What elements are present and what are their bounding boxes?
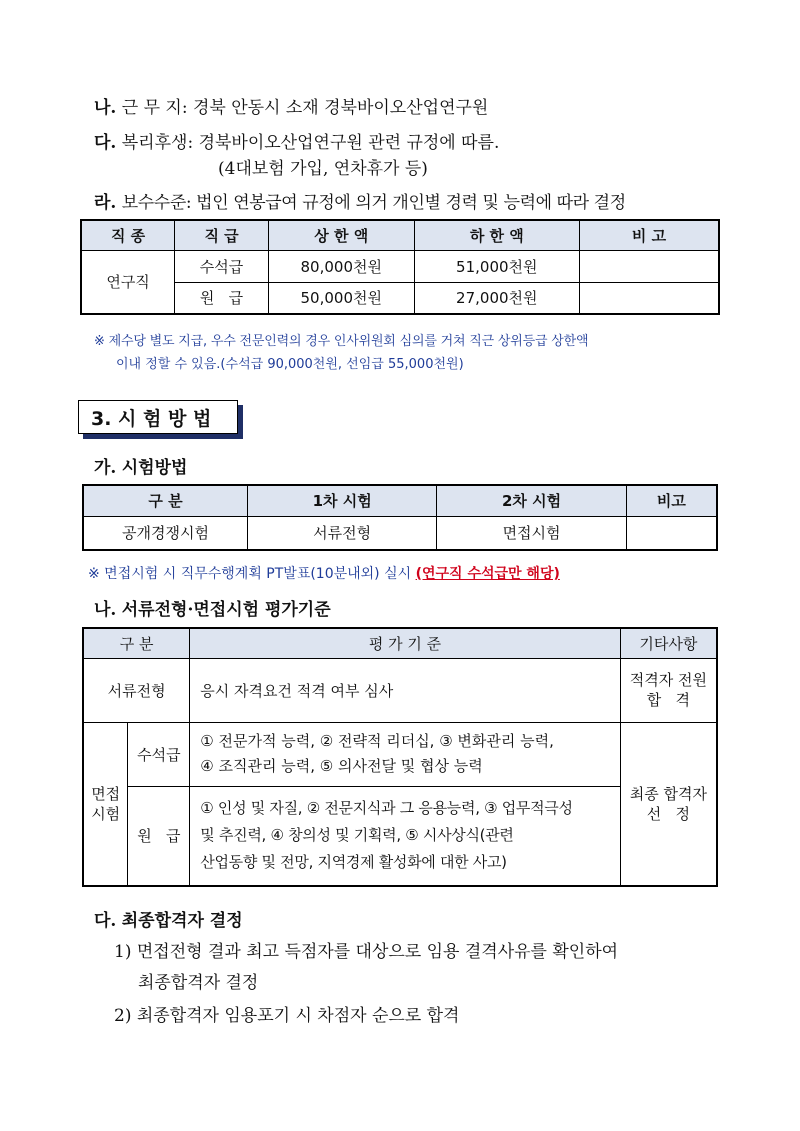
item-label-ga: 가.	[94, 458, 117, 478]
eval-regular-line1: ① 인성 및 자질, ② 전문지식과 그 응용능력, ③ 업무적극성	[200, 799, 573, 818]
table-row	[81, 282, 719, 314]
salary-note-1: ※ 제수당 별도 지급, 우수 전문인력의 경우 인사위원회 심의를 거쳐 직근 상위등급 상한액	[94, 334, 589, 349]
salary-grade-cell: 원 급	[175, 282, 269, 314]
eval-final-note-line1: 최종 합격자	[629, 784, 707, 803]
eval-interview-line2: 시험	[91, 804, 121, 823]
eval-final-note	[620, 722, 717, 886]
exam-second-cell: 면접시험	[437, 516, 626, 550]
table-row	[83, 658, 717, 722]
salary-header-lower: 하 한 액	[414, 220, 580, 250]
evaluation-heading	[94, 595, 331, 620]
welfare-line	[94, 128, 499, 153]
final-item-1b: 최종합격자 결정	[138, 973, 259, 993]
salary-note-2: 이내 정할 수 있음.(수석급 90,000천원, 선임급 55,000천원)	[116, 357, 464, 372]
exam-category-cell: 공개경쟁시험	[83, 516, 247, 550]
exam-header-second: 2차 시험	[437, 485, 626, 516]
evaluation-table	[82, 627, 718, 887]
table-row	[83, 722, 717, 786]
exam-table	[82, 484, 718, 551]
eval-doc-note	[620, 658, 717, 722]
item-label-da: 다.	[94, 133, 117, 153]
salary-upper-cell: 50,000천원	[268, 282, 414, 314]
eval-regular-line2: 및 추진력, ④ 창의성 및 기획력, ⑤ 시사상식(관련	[200, 826, 514, 845]
exam-note-cell	[626, 516, 717, 550]
eval-interview-line1: 면접	[91, 784, 121, 803]
eval-senior-label: 수석급	[128, 722, 190, 786]
final-item-1a: 1) 면접전형 결과 최고 득점자를 대상으로 임용 결격사유를 확인하여	[114, 942, 619, 962]
final-heading	[94, 906, 243, 931]
table-row	[81, 250, 719, 282]
eval-doc-criteria: 응시 자격요건 적격 여부 심사	[190, 658, 620, 722]
eval-final-note-line2: 선 정	[646, 804, 690, 823]
exam-header-first: 1차 시험	[247, 485, 436, 516]
salary-line	[94, 188, 626, 213]
eval-header-category: 구 분	[83, 628, 190, 658]
table-row	[83, 516, 717, 550]
eval-regular-criteria	[190, 786, 620, 886]
exam-method-heading	[94, 453, 187, 478]
section-title-box	[78, 400, 238, 434]
exam-note-text: ※ 면접시험 시 직무수행계획 PT발표(10분내외) 실시	[88, 566, 412, 582]
exam-header-category: 구 분	[83, 485, 247, 516]
salary-note-cell	[580, 282, 719, 314]
salary-header-grade: 직 급	[175, 220, 269, 250]
item-label-na2: 나.	[94, 600, 117, 620]
exam-method-text: 시험방법	[121, 458, 188, 478]
salary-lower-cell: 51,000천원	[414, 250, 580, 282]
eval-senior-line1: ① 전문가적 능력, ② 전략적 리더십, ③ 변화관리 능력,	[200, 732, 554, 750]
section-title: 3. 시 험 방 법	[91, 407, 212, 430]
salary-grade-cell: 수석급	[175, 250, 269, 282]
exam-first-cell: 서류전형	[247, 516, 436, 550]
welfare-text: 복리후생: 경북바이오산업연구원 관련 규정에 따름.	[121, 133, 500, 153]
eval-doc-label: 서류전형	[83, 658, 190, 722]
item-label-da2: 다.	[94, 911, 117, 931]
salary-header-job: 직 종	[81, 220, 175, 250]
exam-header-note: 비고	[626, 485, 717, 516]
salary-lower-cell: 27,000천원	[414, 282, 580, 314]
eval-senior-criteria	[190, 722, 620, 786]
eval-doc-note-line2: 합 격	[646, 691, 690, 709]
final-item-2: 2) 최종합격자 임용포기 시 차점자 순으로 합격	[114, 1006, 460, 1026]
workplace-line	[94, 93, 488, 118]
final-heading-text: 최종합격자 결정	[121, 911, 243, 931]
welfare-sub-line: (4대보험 가입, 연차휴가 등)	[218, 159, 428, 179]
evaluation-heading-text: 서류전형·면접시험 평가기준	[121, 600, 331, 620]
eval-regular-label: 원 급	[128, 786, 190, 886]
salary-job-cell: 연구직	[81, 250, 175, 314]
exam-note-highlight: (연구직 수석급만 해당)	[415, 566, 560, 582]
exam-note	[88, 563, 560, 583]
salary-table	[80, 219, 720, 315]
eval-regular-line3: 산업동향 및 전망, 지역경제 활성화에 대한 사고)	[200, 853, 507, 872]
salary-note-cell	[580, 250, 719, 282]
eval-senior-line2: ④ 조직관리 능력, ⑤ 의사전달 및 협상 능력	[200, 757, 483, 775]
item-label-ra: 라.	[94, 193, 117, 213]
eval-header-other: 기타사항	[620, 628, 717, 658]
workplace-text: 근 무 지: 경북 안동시 소재 경북바이오산업연구원	[121, 98, 489, 118]
eval-interview-label	[83, 722, 128, 886]
item-label-na: 나.	[94, 98, 117, 118]
salary-upper-cell: 80,000천원	[268, 250, 414, 282]
salary-header-upper: 상 한 액	[268, 220, 414, 250]
eval-header-criteria: 평 가 기 준	[190, 628, 620, 658]
salary-header-note: 비 고	[580, 220, 719, 250]
eval-doc-note-line1: 적격자 전원	[629, 671, 707, 689]
salary-text: 보수수준: 법인 연봉급여 규정에 의거 개인별 경력 및 능력에 따라 결정	[121, 193, 626, 213]
